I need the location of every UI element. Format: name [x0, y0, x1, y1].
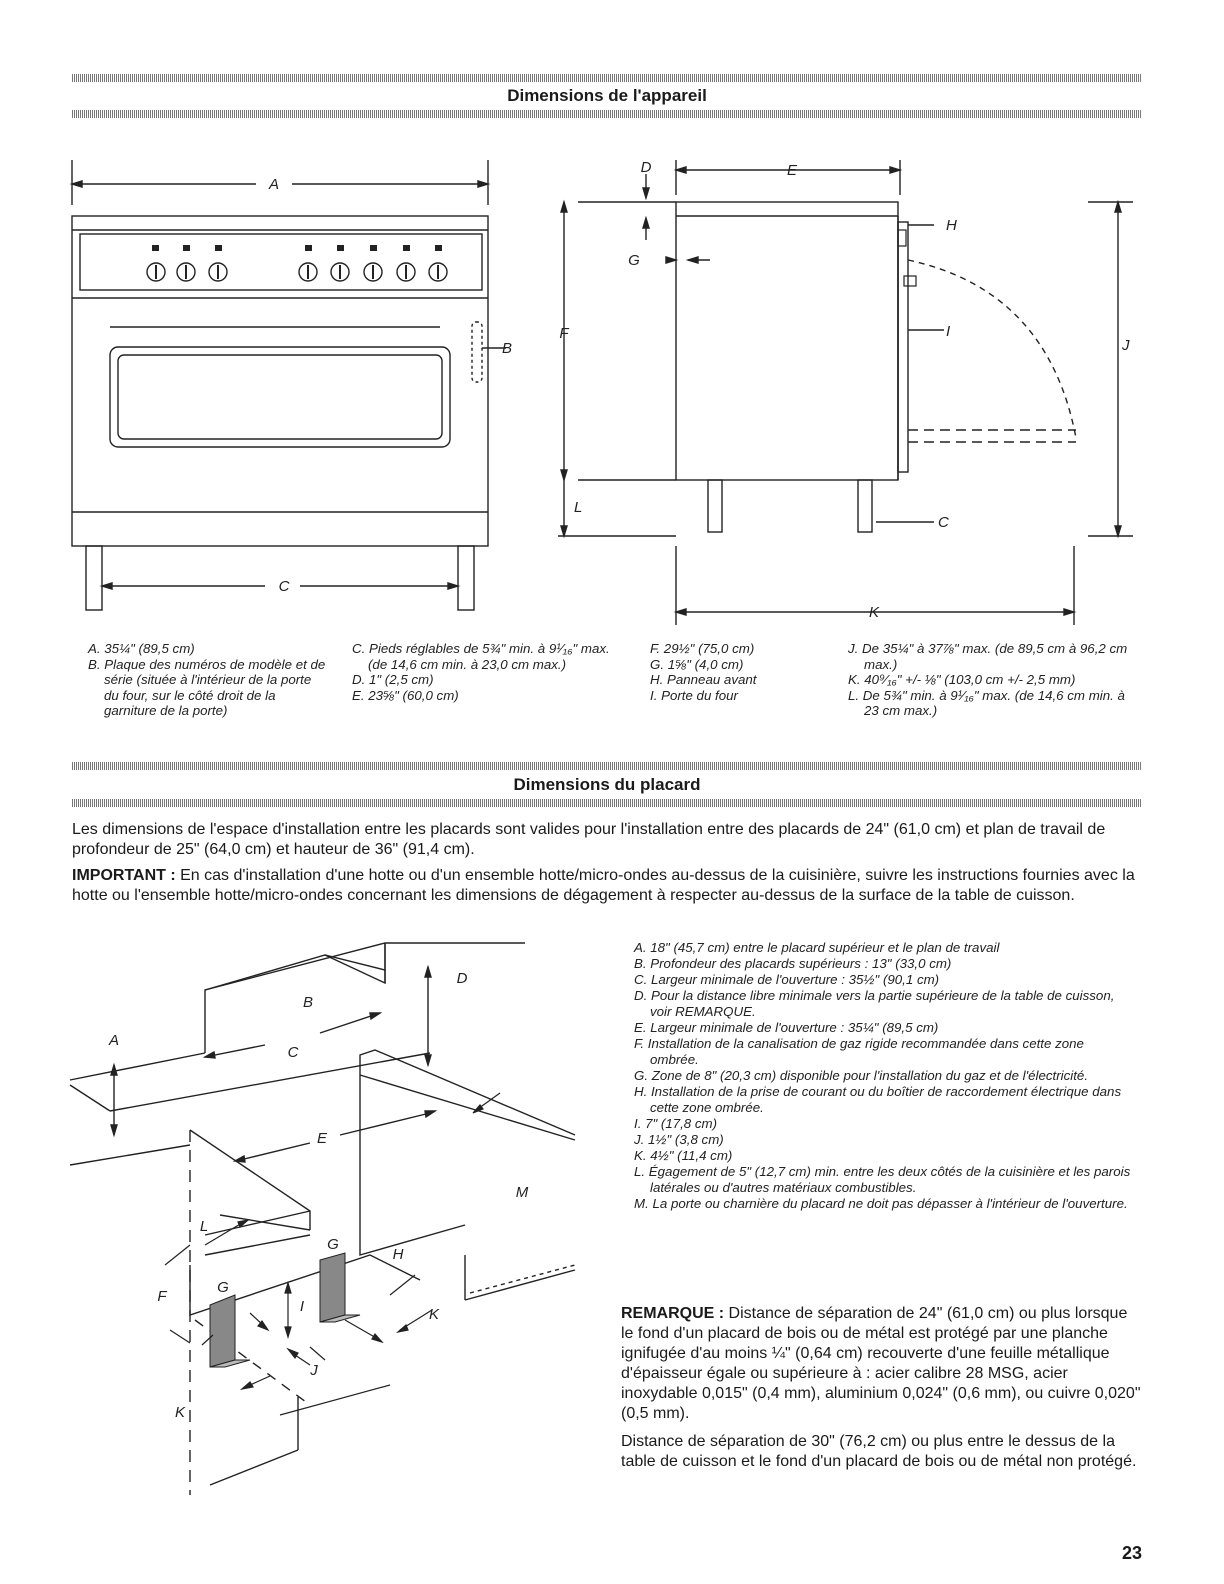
cab-legend-f: F. Installation de la canalisation de gaz rigide recommandée dans cette zone ombrée.	[634, 1036, 1084, 1067]
cab-label-m: M	[515, 1184, 529, 1201]
label-c: C	[278, 578, 290, 595]
cab-legend-h: H. Installation de la prise de courant ou du boîtier de raccordement électrique dans cette zone ombrée.	[634, 1084, 1122, 1115]
label-e: E	[786, 162, 798, 179]
cabinet-installation-diagram	[70, 935, 600, 1495]
label-c-side: C	[938, 514, 949, 531]
label-j: J	[1122, 337, 1130, 354]
section-rule-bottom-2	[72, 799, 1142, 807]
legend-col-3	[650, 641, 830, 703]
label-d: D	[640, 159, 652, 176]
intro-text-block	[72, 820, 1144, 912]
remarque-paragraph-2: Distance de séparation de 30" (76,2 cm) ou plus entre le dessus de la table de cuisson et le fond d'un placard de bois ou de métal non protégé.	[621, 1433, 1137, 1470]
legend-item-j: J. De 35¼" à 37⅞" max. (de 89,5 cm à 96,2 cm max.)	[848, 641, 1128, 672]
cab-legend-b: B. Profondeur des placards supérieurs : 13" (33,0 cm)	[634, 956, 952, 971]
cab-label-e: E	[316, 1130, 328, 1147]
cab-legend-d: D. Pour la distance libre minimale vers la partie supérieure de la table de cuisson, voir REMARQUE.	[634, 988, 1115, 1019]
cab-legend-c: C. Largeur minimale de l'ouverture : 35½" (90,1 cm)	[634, 972, 940, 987]
cab-label-k-right: K	[428, 1306, 440, 1323]
intro-paragraph: Les dimensions de l'espace d'installation entre les placards sont valides pour l'installation entre des placards de 24" (61,0 cm) et plan de travail de profondeur de 25" (64,0 cm) et hauteur de 36" (91,4 cm).	[72, 821, 1106, 858]
remarque-label: REMARQUE :	[621, 1305, 725, 1322]
legend-item-d: D. 1" (2,5 cm)	[352, 672, 434, 687]
cab-legend-j: J. 1½" (3,8 cm)	[634, 1132, 724, 1147]
cab-label-b: B	[302, 994, 314, 1011]
cab-label-h: H	[392, 1246, 404, 1263]
legend-item-i: I. Porte du four	[650, 687, 738, 703]
cabinet-legend	[634, 940, 1134, 1212]
cab-label-i: I	[299, 1298, 305, 1315]
section-rule-bottom	[72, 110, 1142, 118]
legend-item-b: B. Plaque des numéros de modèle et de série (située à l'intérieur de la porte du four, sur le côté droit de la garniture de la porte)	[88, 656, 326, 718]
label-f: F	[559, 325, 569, 342]
range-side-view-diagram	[548, 150, 1148, 625]
label-k: K	[868, 604, 880, 621]
important-text: En cas d'installation d'une hotte ou d'un ensemble hotte/micro-ondes au-dessus de la cuisinière, suivre les instructions fournies avec la hotte ou l'ensemble hotte/micro-ondes concernant les dimensions de dégagement à respecter au-dessus de la surface de la table de cuisson.	[72, 867, 1135, 904]
section-rule-top	[72, 74, 1142, 82]
important-label: IMPORTANT :	[72, 867, 176, 884]
label-l: L	[574, 499, 583, 516]
section-title-appliance: Dimensions de l'appareil	[507, 86, 707, 105]
legend-item-h: H. Panneau avant	[650, 672, 757, 687]
cab-label-g-left: G	[217, 1279, 229, 1296]
cab-label-d: D	[456, 970, 468, 987]
remarque-paragraph	[621, 1304, 1141, 1424]
legend-item-e: E. 23⅝" (60,0 cm)	[352, 687, 459, 703]
remarque-block	[621, 1304, 1141, 1480]
cab-legend-k: K. 4½" (11,4 cm)	[634, 1148, 733, 1163]
cab-legend-m: M. La porte ou charnière du placard ne doit pas dépasser à l'intérieur de l'ouverture.	[634, 1196, 1128, 1211]
cab-label-j: J	[310, 1362, 318, 1379]
cab-label-g-right: G	[327, 1236, 339, 1253]
range-front-view-diagram	[60, 150, 510, 620]
section-rule-top-2	[72, 762, 1142, 770]
legend-col-4	[848, 641, 1138, 719]
label-a: A	[268, 176, 280, 193]
legend-col-2	[352, 641, 632, 703]
cab-label-f: F	[157, 1288, 167, 1305]
cab-legend-l: L. Égagement de 5" (12,7 cm) min. entre les deux côtés de la cuisinière et les parois latérales ou d'autres matériaux combustibles.	[634, 1164, 1131, 1195]
legend-item-a: A. 35¼" (89,5 cm)	[88, 641, 195, 656]
legend-item-c: C. Pieds réglables de 5¾" min. à 9¹⁄₁₆" max. (de 14,6 cm min. à 23,0 cm max.)	[352, 641, 610, 672]
section-title-cabinet: Dimensions du placard	[513, 775, 701, 794]
cab-label-a: A	[108, 1032, 120, 1049]
legend-col-1	[88, 641, 328, 719]
page-number: 23	[1121, 1543, 1142, 1563]
cab-label-l: L	[199, 1218, 209, 1235]
cab-label-k-left: K	[174, 1404, 186, 1421]
label-i: I	[946, 323, 951, 340]
label-g: G	[628, 252, 640, 269]
legend-item-g: G. 1⅝" (4,0 cm)	[650, 656, 744, 672]
label-h: H	[946, 217, 957, 234]
legend-item-l: L. De 5¾" min. à 9¹⁄₁₆" max. (de 14,6 cm min. à 23 cm max.)	[848, 687, 1125, 718]
cab-legend-e: E. Largeur minimale de l'ouverture : 35¼" (89,5 cm)	[634, 1020, 939, 1035]
cab-legend-a: A. 18" (45,7 cm) entre le placard supérieur et le plan de travail	[634, 940, 1000, 955]
remarque-text: Distance de séparation de 24" (61,0 cm) ou plus lorsque le fond d'un placard de bois ou de métal est protégé par une planche ignifugée d'au moins ¼" (0,64 cm) recouverte d'une feuille métallique d'épaisseur égale ou supérieure à : acier calibre 28 MSG, acier inoxydable 0,015" (0,4 mm), aluminium 0,024" (0,6 mm), ou cuivre 0,020" (0,5 mm).	[621, 1305, 1141, 1422]
cab-legend-g: G. Zone de 8" (20,3 cm) disponible pour l'installation du gaz et de l'électricité.	[634, 1068, 1089, 1083]
legend-item-f: F. 29½" (75,0 cm)	[650, 641, 755, 656]
cab-legend-i: I. 7" (17,8 cm)	[634, 1116, 718, 1131]
cab-label-c: C	[287, 1044, 299, 1061]
legend-item-k: K. 40⁹⁄₁₆" +/- ⅛" (103,0 cm +/- 2,5 mm)	[848, 672, 1076, 687]
label-b: B	[501, 340, 512, 357]
important-paragraph	[72, 866, 1144, 906]
